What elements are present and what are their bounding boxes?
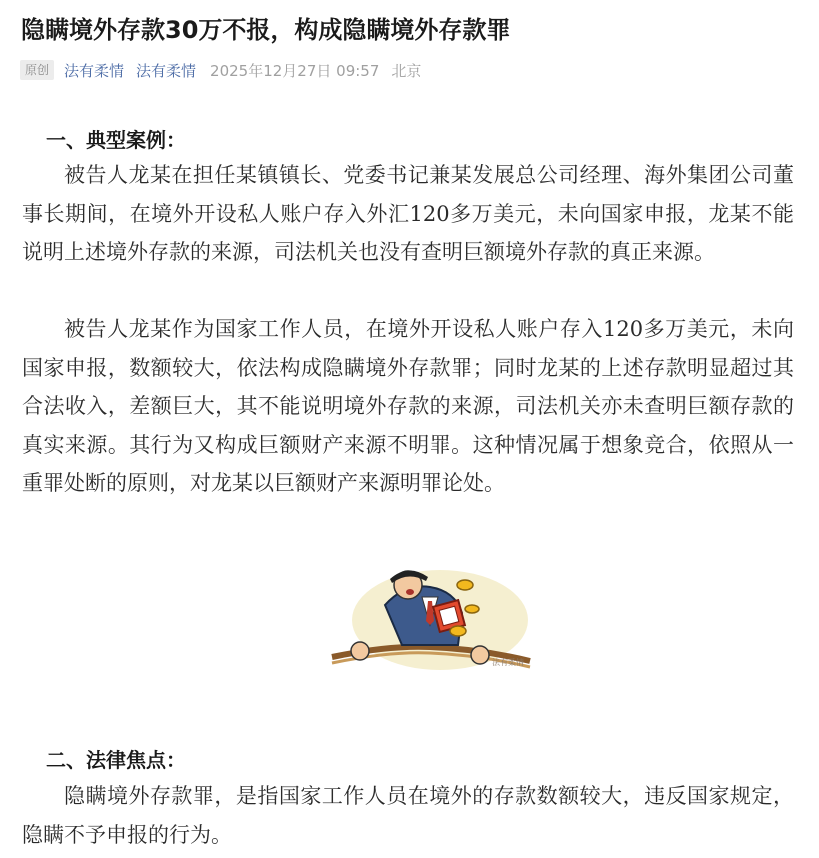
case-paragraph-1: 被告人龙某在担任某镇镇长、党委书记兼某发展总公司经理、海外集团公司董事长期间，在境外开设私人账户存入外汇120多万美元，未向国家申报，龙某不能说明上述境外存款的来源，司法机关也没有查明巨额境外存款的真正来源。 bbox=[22, 163, 794, 264]
author-link[interactable]: 法有柔情 bbox=[64, 61, 125, 80]
case-paragraph-2: 被告人龙某作为国家工作人员，在境外开设私人账户存入120多万美元，未向国家申报，数额较大，依法构成隐瞒境外存款罪；同时龙某的上述存款明显超过其合法收入，差额巨大，其不能说明境外存款的来源，司法机关亦未查明巨额存款的真实来源。其行为又构成巨额财产来源不明罪。这种情况属于想象竞合，依照从一重罪处断的原则，对龙某以巨额财产来源明罪论处。 bbox=[22, 317, 794, 495]
article-title: 隐瞒境外存款30万不报，构成隐瞒境外存款罪 bbox=[21, 16, 511, 44]
gold-ingot-icon bbox=[457, 580, 473, 590]
publish-location: 北京 bbox=[391, 61, 422, 80]
article-meta bbox=[20, 58, 421, 82]
mouth-icon bbox=[406, 589, 414, 595]
right-hand-icon bbox=[471, 646, 489, 664]
publish-date: 2025年12月27日 09:57 bbox=[210, 61, 380, 80]
left-hand-icon bbox=[351, 642, 369, 660]
illustration-svg bbox=[330, 565, 535, 673]
corruption-cartoon-illustration bbox=[330, 565, 535, 673]
illustration-watermark: 法有柔情 bbox=[492, 658, 524, 667]
gold-ingot-icon bbox=[465, 605, 479, 613]
section-heading-law: 二、法律焦点： bbox=[46, 748, 186, 772]
law-paragraph-1: 隐瞒境外存款罪，是指国家工作人员在境外的存款数额较大，违反国家规定，隐瞒不予申报的行为。 bbox=[22, 784, 794, 847]
section-heading-case: 一、典型案例： bbox=[46, 128, 186, 152]
money-box-label bbox=[439, 606, 459, 626]
account-name-link[interactable]: 法有柔情 bbox=[136, 61, 197, 80]
original-badge: 原创 bbox=[20, 60, 54, 80]
gold-ingot-icon bbox=[450, 626, 466, 636]
